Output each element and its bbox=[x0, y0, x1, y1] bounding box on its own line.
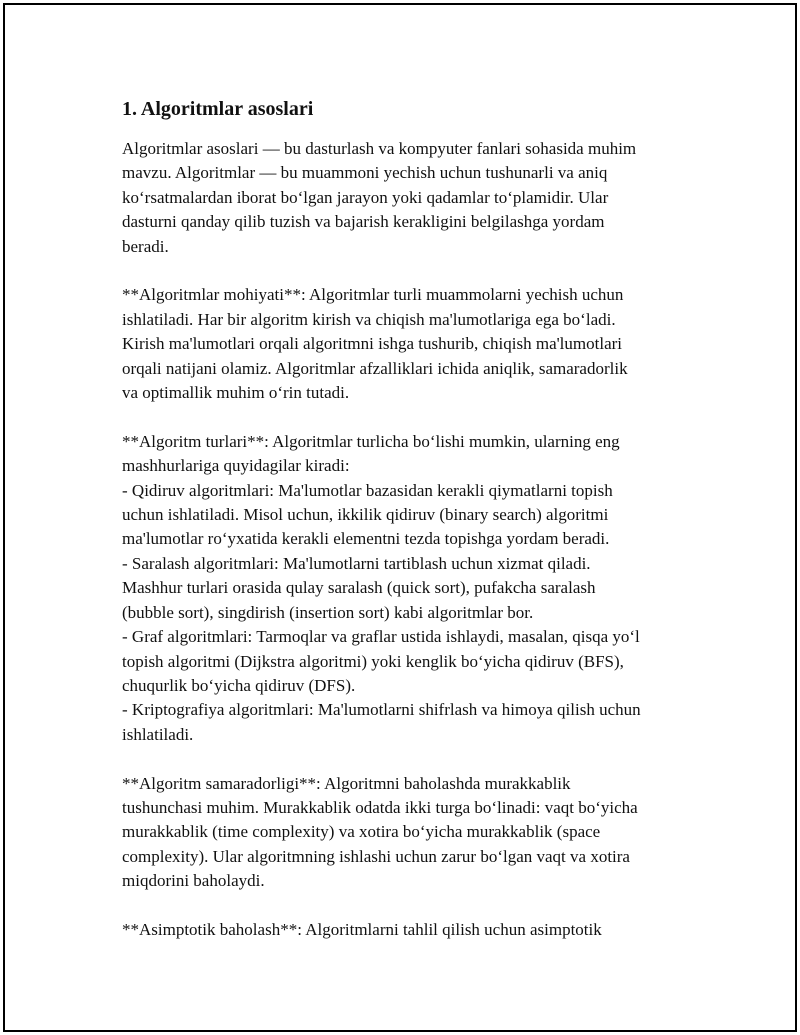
text-line: ishlatiladi. Har bir algoritm kirish va chiqish ma'lumotlariga ega bo‘ladi. bbox=[122, 309, 616, 329]
text-line: Algoritmlar asoslari — bu dasturlash va kompyuter fanlari sohasida muhim bbox=[122, 139, 637, 158]
paragraph-gap bbox=[122, 894, 702, 918]
text-line: topish algoritmi (Dijkstra algoritmi) yoki kenglik bo‘yicha qidiruv (BFS), bbox=[122, 651, 624, 671]
text-line: beradi. bbox=[122, 236, 169, 256]
paragraph-essence bbox=[122, 283, 702, 405]
text-line: miqdorini baholaydi. bbox=[122, 871, 265, 891]
text-line: - Qidiruv algoritmlari: Ma'lumotlar bazasidan kerakli qiymatlarni topish bbox=[122, 480, 613, 500]
text-line: mashhurlariga quyidagilar kiradi: bbox=[122, 456, 350, 476]
text-line: (bubble sort), singdirish (insertion sort) kabi algoritmlar bor. bbox=[122, 602, 534, 622]
text-line: **Asimptotik baholash**: Algoritmlarni tahlil qilish uchun asimptotik bbox=[122, 919, 602, 939]
text-line: ishlatiladi. bbox=[122, 724, 194, 744]
paragraph-types bbox=[122, 430, 702, 747]
text-line: murakkablik (time complexity) va xotira bo‘yicha murakkablik (space bbox=[122, 822, 601, 842]
section-heading: 1. Algoritmlar asoslari bbox=[122, 98, 314, 120]
paragraph-gap bbox=[122, 405, 702, 429]
text-line: chuqurlik bo‘yicha qidiruv (DFS). bbox=[122, 675, 356, 695]
paragraph-asymptotic bbox=[122, 918, 702, 942]
paragraph-intro bbox=[122, 137, 702, 259]
paragraph-efficiency bbox=[122, 772, 702, 894]
text-line: va optimallik muhim o‘rin tutadi. bbox=[122, 383, 350, 403]
text-line: ma'lumotlar ro‘yxatida kerakli elementni tezda topishga yordam beradi. bbox=[122, 529, 610, 549]
text-line: **Algoritm samaradorligi**: Algoritmni baholashda murakkablik bbox=[122, 773, 571, 793]
text-line: dasturni qanday qilib tuzish va bajarish kerakligini belgilashga yordam bbox=[122, 212, 605, 232]
text-line: orqali natijani olamiz. Algoritmlar afzalliklari ichida aniqlik, samaradorlik bbox=[122, 358, 628, 378]
document-body bbox=[122, 95, 702, 942]
text-line: - Graf algoritmlari: Tarmoqlar va graflar ustida ishlaydi, masalan, qisqa yo‘l bbox=[122, 627, 640, 647]
text-line: ko‘rsatmalardan iborat bo‘lgan jarayon yoki qadamlar to‘plamidir. Ular bbox=[122, 187, 609, 207]
text-line: - Kriptografiya algoritmlari: Ma'lumotlarni shifrlash va himoya qilish uchun bbox=[122, 700, 641, 720]
text-line: Mashhur turlari orasida qulay saralash (quick sort), pufakcha saralash bbox=[122, 578, 596, 598]
text-line: mavzu. Algoritmlar — bu muammoni yechish uchun tushunarli va aniq bbox=[122, 163, 608, 183]
text-line: Kirish ma'lumotlari orqali algoritmni ishga tushurib, chiqish ma'lumotlari bbox=[122, 334, 622, 354]
text-line: uchun ishlatiladi. Misol uchun, ikkilik qidiruv (binary search) algoritmi bbox=[122, 505, 609, 525]
text-line: tushunchasi muhim. Murakkablik odatda ikki turga bo‘linadi: vaqt bo‘yicha bbox=[122, 797, 638, 817]
paragraph-gap bbox=[122, 747, 702, 771]
text-line: **Algoritm turlari**: Algoritmlar turlicha bo‘lishi mumkin, ularning eng bbox=[122, 431, 620, 451]
text-line: - Saralash algoritmlari: Ma'lumotlarni tartiblash uchun xizmat qiladi. bbox=[122, 553, 591, 573]
text-line: complexity). Ular algoritmning ishlashi uchun zarur bo‘lgan vaqt va xotira bbox=[122, 846, 630, 866]
page-frame bbox=[3, 3, 797, 1032]
text-line: **Algoritmlar mohiyati**: Algoritmlar turli muammolarni yechish uchun bbox=[122, 285, 624, 305]
paragraph-gap bbox=[122, 259, 702, 283]
